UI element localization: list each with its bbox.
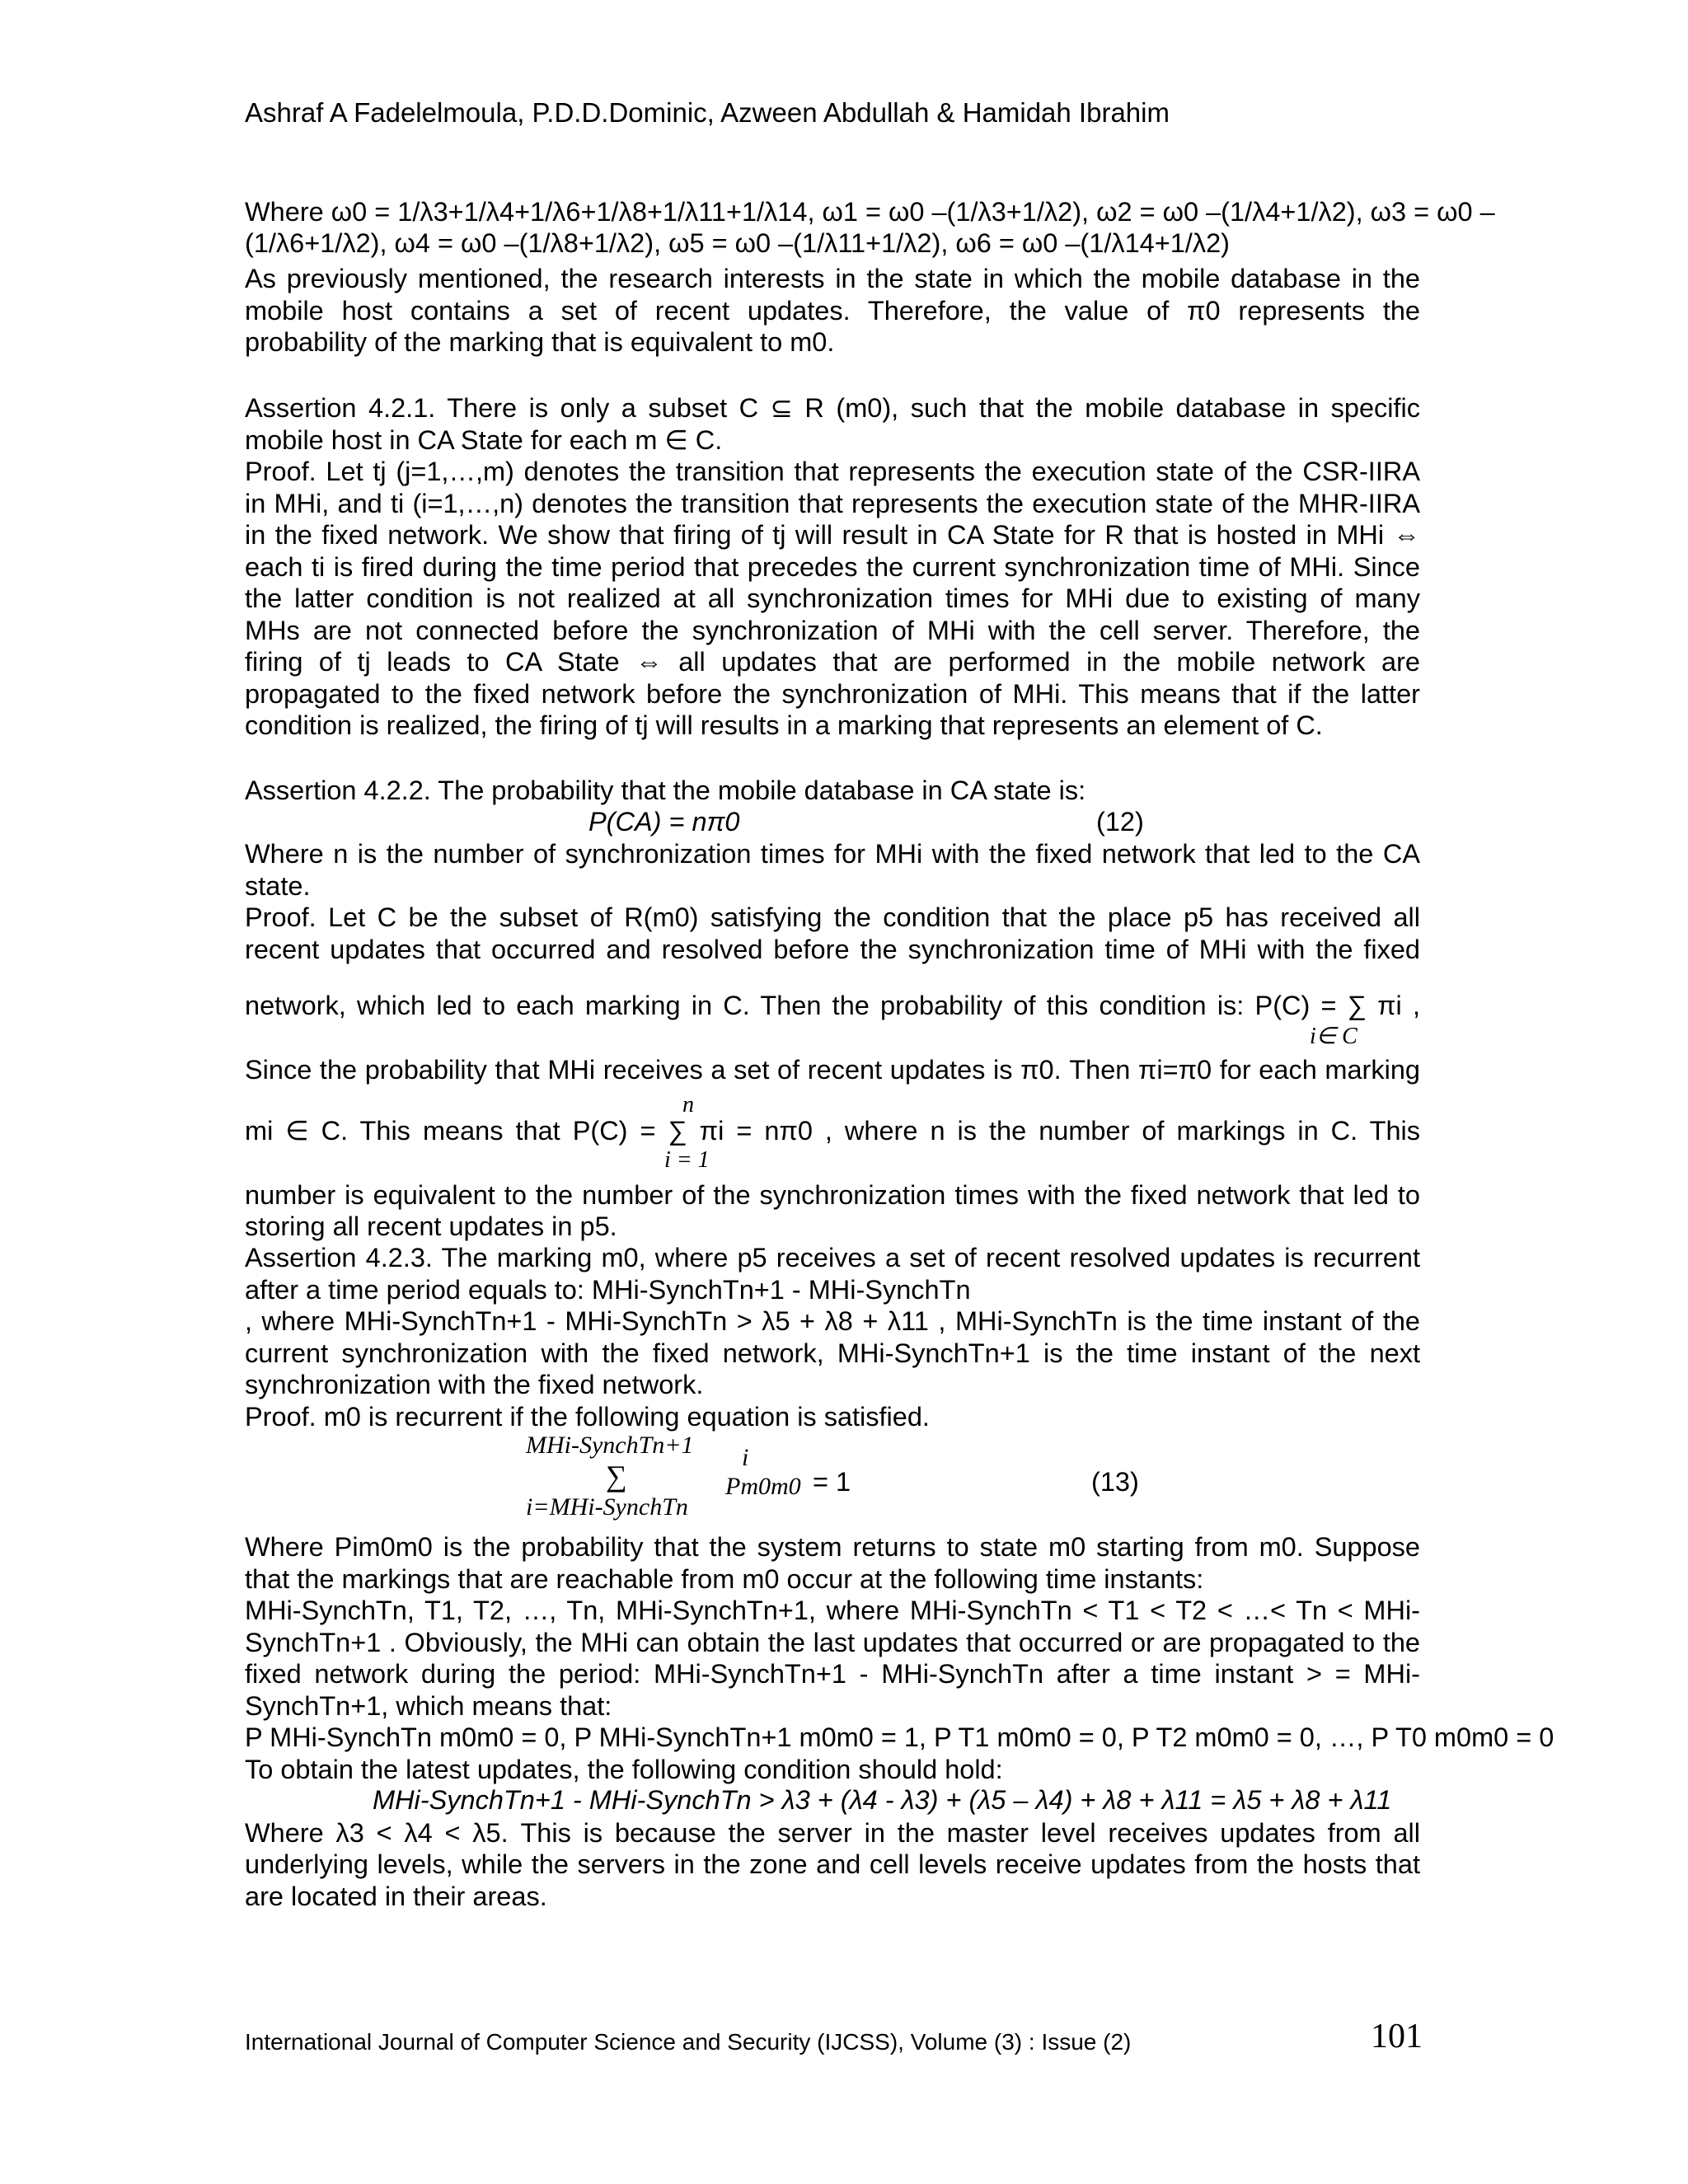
text-line: mobile host in CA State for each m ∈ C. (245, 425, 723, 455)
text-line: network, which led to each marking in C. Then the probability of this condition is: P(C) = ∑ πi , (245, 991, 1420, 1020)
text-line: in the fixed network. We show that firing of tj will result in CA State for R that is hosted in MHi ⇔ (245, 520, 1420, 550)
page-number: 101 (1371, 2018, 1423, 2055)
sum-superscript: n (682, 1092, 694, 1118)
text-line: underlying levels, while the servers in the zone and cell levels receive updates from the hosts that (245, 1849, 1420, 1879)
text-line: that the markings that are reachable from m0 occur at the following time instants: (245, 1564, 1204, 1594)
text-line: (1/λ6+1/λ2), ω4 = ω0 –(1/λ8+1/λ2), ω5 = ω0 –(1/λ11+1/λ2), ω6 = ω0 –(1/λ14+1/λ2) (245, 228, 1230, 258)
text-line: , where MHi-SynchTn+1 - MHi-SynchTn > λ5 + λ8 + λ11 , MHi-SynchTn is the time instant of the (245, 1306, 1420, 1336)
text-line: As previously mentioned, the research interests in the state in which the mobile database in the (245, 264, 1420, 293)
text-line: mobile host contains a set of recent updates. Therefore, the value of π0 represents the (245, 296, 1420, 326)
text-line: Proof. m0 is recurrent if the following equation is satisfied. (245, 1402, 930, 1432)
equation-12: P(CA) = nπ0 (588, 807, 740, 837)
sum-upper-limit: MHi-SynchTn+1 (526, 1432, 694, 1459)
text-line: probability of the marking that is equivalent to m0. (245, 327, 835, 357)
text-line: each ti is fired during the time period that precedes the current synchronization time of MHi. Since (245, 552, 1420, 582)
text-line: Proof. Let tj (j=1,…,m) denotes the transition that represents the execution state of the CSR-IIRA (245, 457, 1420, 486)
text-line: Assertion 4.2.3. The marking m0, where p5 receives a set of recent resolved updates is recurrent (245, 1243, 1420, 1272)
text-line: SynchTn+1, which means that: (245, 1691, 612, 1721)
text-line: Assertion 4.2.1. There is only a subset C ⊆ R (m0), such that the mobile database in specific (245, 393, 1420, 423)
text-line: Where ω0 = 1/λ3+1/λ4+1/λ6+1/λ8+1/λ11+1/λ14, ω1 = ω0 –(1/λ3+1/λ2), ω2 = ω0 –(1/λ4+1/λ2), ω3 = ω0 – (245, 197, 1495, 227)
text-line: Where λ3 < λ4 < λ5. This is because the server in the master level receives updates from all (245, 1818, 1420, 1848)
superscript-i: i (742, 1444, 749, 1471)
text-line: SynchTn+1 . Obviously, the MHi can obtain the last updates that occurred or are propagated to the (245, 1628, 1420, 1657)
text-line: Proof. Let C be the subset of R(m0) satisfying the condition that the place p5 has received all (245, 902, 1420, 932)
text-line: To obtain the latest updates, the following condition should hold: (245, 1755, 1003, 1784)
text-line: are located in their areas. (245, 1882, 547, 1911)
text-line: number is equivalent to the number of the synchronization times with the fixed network that led to (245, 1180, 1420, 1210)
text-line: synchronization with the fixed network. (245, 1370, 704, 1399)
text-line: mi ∈ C. This means that P(C) = ∑ πi = nπ0 , where n is the number of markings in C. This (245, 1116, 1420, 1146)
text-line: after a time period equals to: MHi-SynchTn+1 - MHi-SynchTn (245, 1275, 971, 1305)
page-footer: International Journal of Computer Science and Security (IJCSS), Volume (3) : Issue (2) (245, 2029, 1132, 2055)
text-line: Where n is the number of synchronization times for MHi with the fixed network that led to the CA (245, 839, 1420, 869)
text-line: condition is realized, the firing of tj will results in a marking that represents an element of C. (245, 710, 1323, 740)
text-line: storing all recent updates in p5. (245, 1212, 617, 1241)
text-line: P MHi-SynchTn m0m0 = 0, P MHi-SynchTn+1 m0m0 = 1, P T1 m0m0 = 0, P T2 m0m0 = 0, …, P T0 m0m0 = 0 (245, 1722, 1554, 1752)
equation-number: (12) (1096, 807, 1144, 837)
page-header: Ashraf A Fadelelmoula, P.D.D.Dominic, Azween Abdullah & Hamidah Ibrahim (245, 97, 1170, 128)
text-line: propagated to the fixed network before the synchronization of MHi. This means that if the latter (245, 679, 1420, 709)
equation-number: (13) (1091, 1467, 1139, 1497)
text-line: Since the probability that MHi receives a set of recent updates is π0. Then πi=π0 for each marking (245, 1055, 1420, 1085)
sum-sign: ∑ (606, 1460, 627, 1493)
condition-equation: MHi-SynchTn+1 - MHi-SynchTn > λ3 + (λ4 - λ3) + (λ5 – λ4) + λ8 + λ11 = λ5 + λ8 + λ11 (373, 1785, 1392, 1815)
text-line: MHs are not connected before the synchronization of MHi with the cell server. Therefore, the (245, 616, 1420, 645)
text-line: in MHi, and ti (i=1,…,n) denotes the transition that represents the execution state of the MHR-IIRA (245, 489, 1420, 518)
sum-subscript: i∈ C (1310, 1024, 1357, 1049)
sum-subscript: i = 1 (664, 1147, 710, 1173)
equation-rhs: = 1 (813, 1467, 851, 1497)
text-line: state. (245, 871, 311, 901)
probability-symbol: Pm0m0 (725, 1473, 801, 1500)
text-line: current synchronization with the fixed network, MHi-SynchTn+1 is the time instant of the next (245, 1338, 1420, 1368)
text-line: recent updates that occurred and resolved before the synchronization time of MHi with the fixed (245, 935, 1420, 964)
text-line: Assertion 4.2.2. The probability that the mobile database in CA state is: (245, 776, 1086, 805)
text-line: firing of tj leads to CA State ⇔ all updates that are performed in the mobile network are (245, 647, 1420, 677)
text-line: fixed network during the period: MHi-SynchTn+1 - MHi-SynchTn after a time instant > = MHi- (245, 1659, 1420, 1689)
sum-lower-limit: i=MHi-SynchTn (526, 1493, 688, 1521)
text-line: Where Pim0m0 is the probability that the system returns to state m0 starting from m0. Suppose (245, 1532, 1420, 1562)
text-line: MHi-SynchTn, T1, T2, …, Tn, MHi-SynchTn+1, where MHi-SynchTn < T1 < T2 < …< Tn < MHi- (245, 1596, 1420, 1625)
text-line: the latter condition is not realized at all synchronization times for MHi due to existing of many (245, 583, 1420, 613)
